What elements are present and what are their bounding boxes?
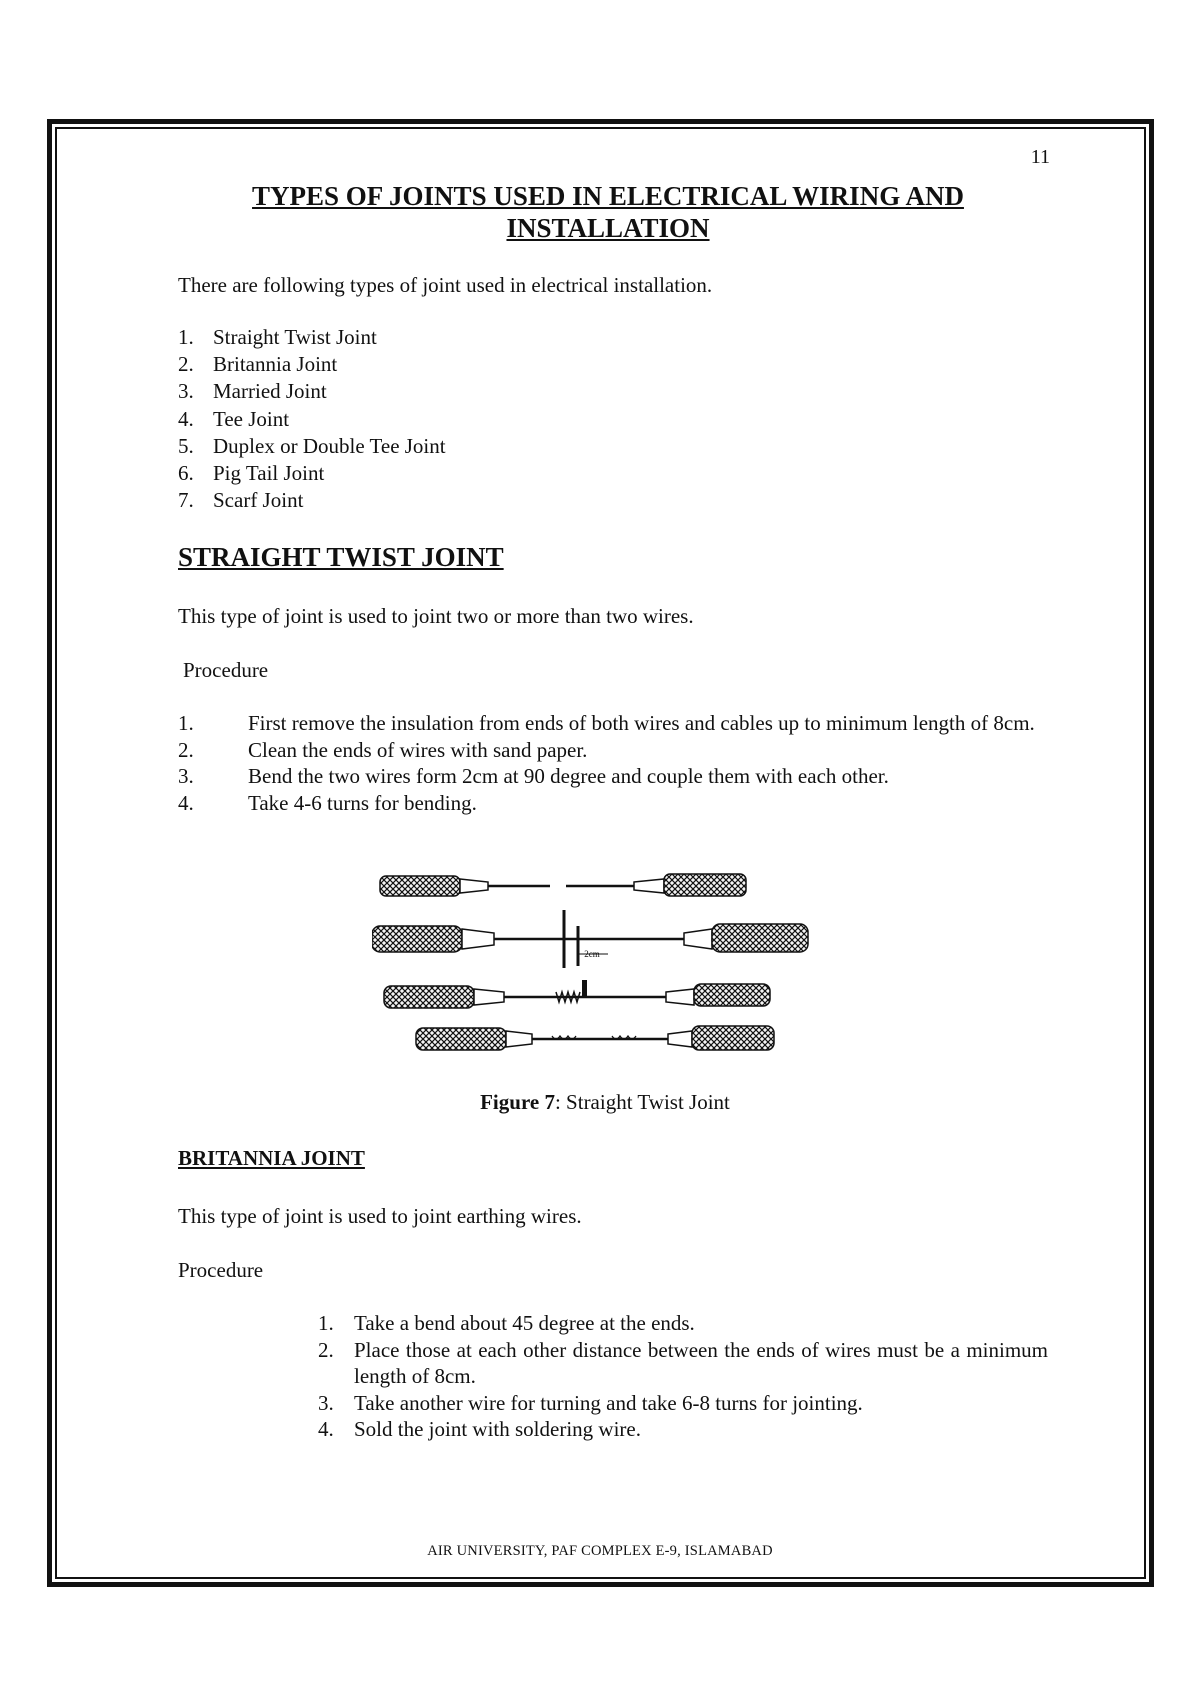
page-footer: AIR UNIVERSITY, PAF COMPLEX E-9, ISLAMABAD	[427, 1543, 773, 1559]
list-item: 4. Sold the joint with soldering wire.	[318, 1417, 641, 1441]
figure-caption: Figure 7: Straight Twist Joint	[480, 1090, 730, 1114]
joint-types-list	[178, 324, 446, 514]
list-item: 7. Scarf Joint	[178, 488, 304, 513]
straight-twist-joint-figure	[372, 868, 852, 1064]
page-title: TYPES OF JOINTS USED IN ELECTRICAL WIRING AND INSTALLATION	[252, 181, 964, 243]
list-item: 5. Duplex or Double Tee Joint	[178, 433, 446, 458]
straight-twist-heading: STRAIGHT TWIST JOINT	[178, 542, 504, 572]
britannia-description: This type of joint is used to joint earthing wires.	[178, 1204, 582, 1228]
intro-paragraph: There are following types of joint used in electrical installation.	[178, 273, 713, 297]
figure-step-stripped-wires	[380, 874, 746, 896]
straight-twist-description: This type of joint is used to joint two or more than two wires.	[178, 604, 694, 628]
britannia-procedure-label: Procedure	[178, 1258, 264, 1282]
list-item: 3. Take another wire for turning and take 6-8 turns for jointing.	[318, 1390, 863, 1415]
list-item: 1. First remove the insulation from ends of both wires and cables up to minimum length of 8cm.	[178, 711, 1035, 735]
list-item: 4. Tee Joint	[178, 406, 290, 431]
straight-twist-procedure-label: Procedure	[183, 658, 269, 682]
list-item: 1. Straight Twist Joint	[178, 325, 377, 349]
list-item: 1. Take a bend about 45 degree at the ends.	[318, 1311, 695, 1335]
figure-step-finished-joint	[416, 1026, 774, 1050]
figure-step-twisting	[384, 980, 770, 1008]
britannia-heading: BRITANNIA JOINT	[178, 1146, 365, 1170]
list-item: 4. Take 4-6 turns for bending.	[178, 790, 477, 815]
list-item: 3. Married Joint	[178, 379, 327, 404]
list-item: 3. Bend the two wires form 2cm at 90 degree and couple them with each other.	[178, 764, 889, 788]
list-item: 2. Britannia Joint	[178, 352, 338, 377]
straight-twist-steps	[178, 710, 1048, 816]
page-number: 11	[1030, 146, 1050, 168]
figure-step-bent-ends	[372, 910, 808, 968]
dimension-label: 2cm	[584, 949, 600, 959]
britannia-steps	[318, 1310, 1048, 1443]
list-item: 6. Pig Tail Joint	[178, 461, 325, 486]
list-item: 2. Clean the ends of wires with sand paper.	[178, 737, 588, 762]
list-item: 2. Place those at each other distance between the ends of wires must be a minimum length of 8cm.	[318, 1337, 1048, 1388]
